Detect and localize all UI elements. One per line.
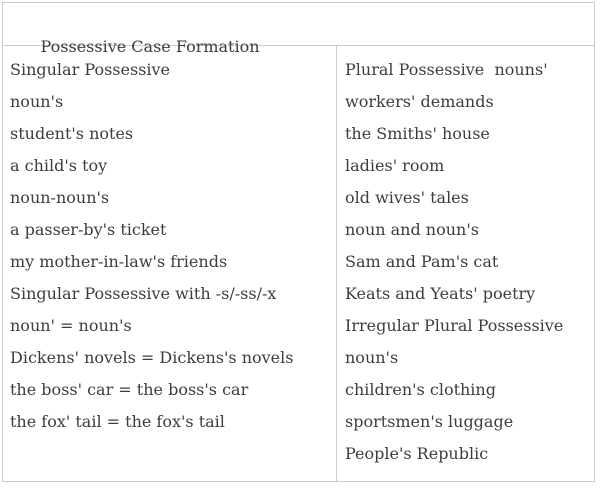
table-row: ladies' room (345, 156, 445, 175)
table-row: old wives' tales (345, 188, 469, 207)
table-row: Plural Possessive nouns' (345, 60, 548, 79)
table-row: Irregular Plural Possessive (345, 316, 564, 335)
table-row: People's Republic (345, 444, 489, 463)
table-row: the Smiths' house (345, 124, 490, 143)
table-row: sportsmen's luggage (345, 412, 514, 431)
table-row: Singular Possessive with -s/-ss/-x (10, 284, 277, 303)
table-row: noun-noun's (10, 188, 110, 207)
plural-possessive-column (336, 46, 594, 481)
singular-possessive-column (3, 46, 336, 481)
table-row: noun's (10, 92, 64, 111)
table-row: noun's (345, 348, 399, 367)
table-header (3, 3, 594, 56)
table-row: the boss' car = the boss's car (10, 380, 249, 399)
table-row: Keats and Yeats' poetry (345, 284, 536, 303)
table-row: Dickens' novels = Dickens's novels (10, 348, 294, 367)
table-row: student's notes (10, 124, 134, 143)
table-row: a child's toy (10, 156, 108, 175)
table-row: workers' demands (345, 92, 494, 111)
table-row: Singular Possessive (10, 60, 171, 79)
table-row: a passer-by's ticket (10, 220, 167, 239)
table-row: noun and noun's (345, 220, 479, 239)
table-row: the fox' tail = the fox's tail (10, 412, 225, 431)
table-row: children's clothing (345, 380, 496, 399)
table-row: my mother-in-law's friends (10, 252, 228, 271)
table-row: Sam and Pam's cat (345, 252, 499, 271)
table-title: Possessive Case Formation (40, 37, 260, 56)
table-body (3, 46, 594, 481)
possessive-case-table (2, 2, 595, 482)
table-row: noun' = noun's (10, 316, 132, 335)
